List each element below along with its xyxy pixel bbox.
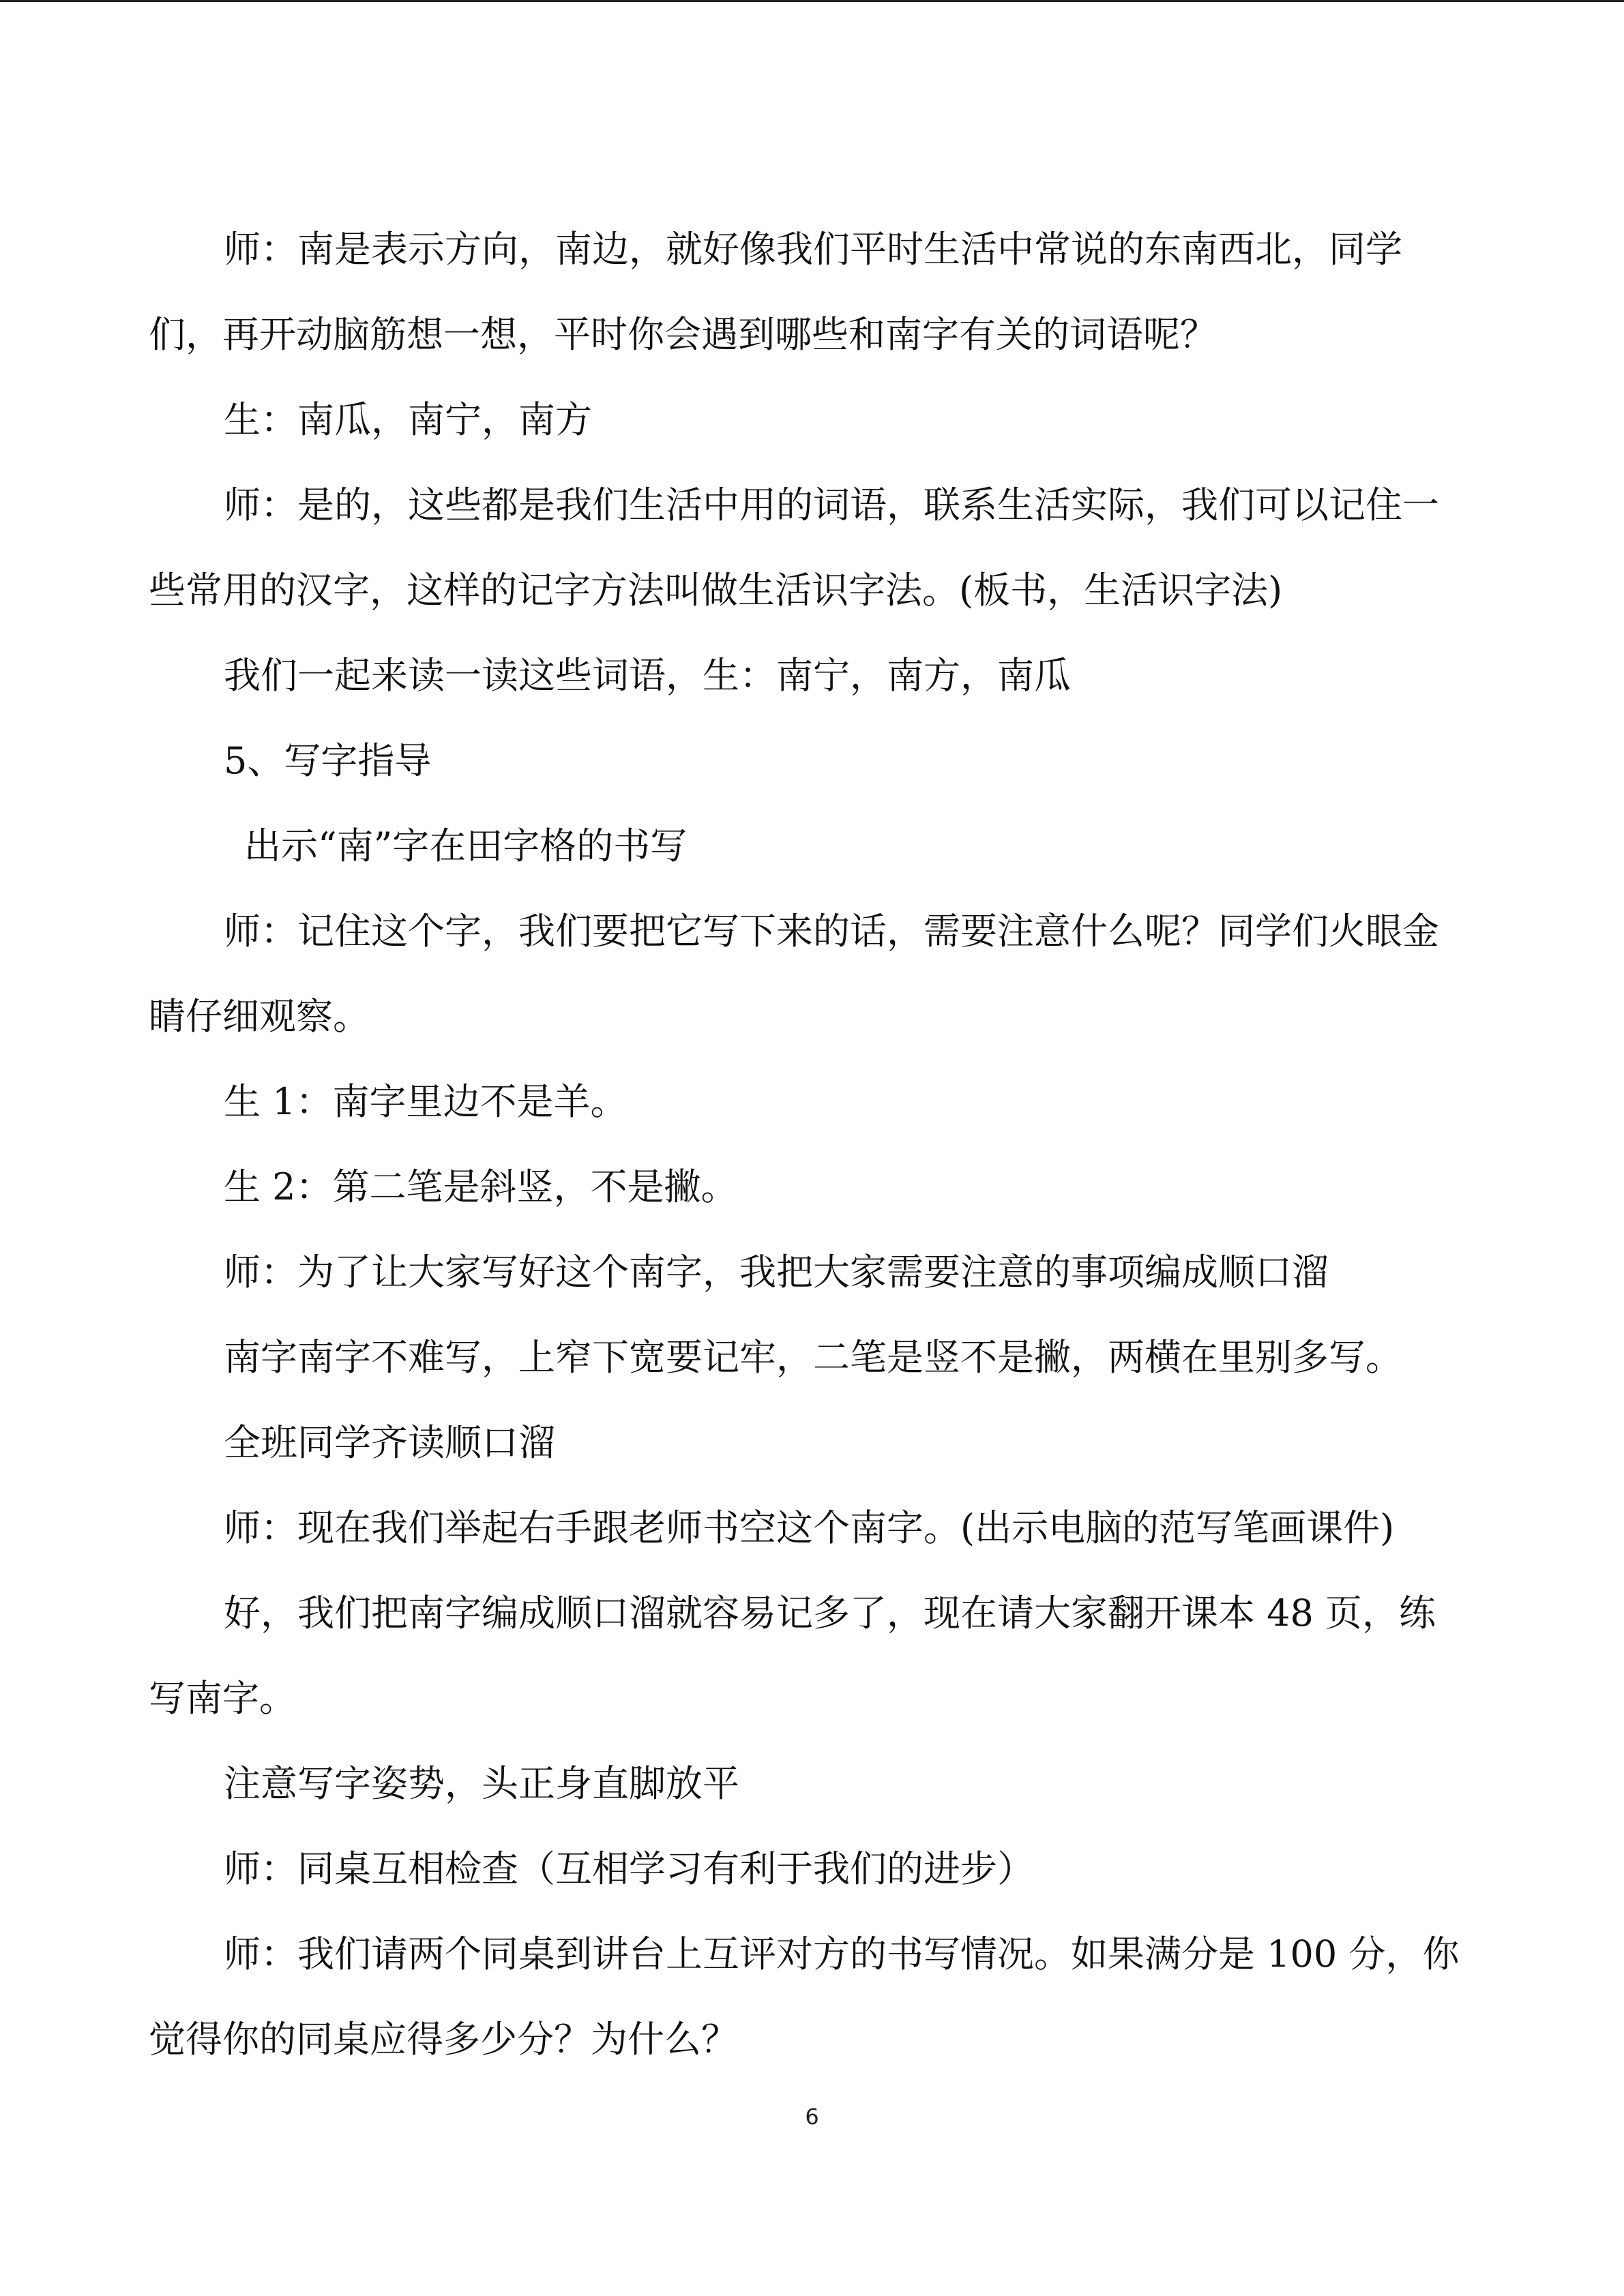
paragraph: 师：南是表示方向，南边，就好像我们平时生活中常说的东南西北，同学们，再开动脑筋想一想，平时你会遇到哪些和南字有关的词语呢？ xyxy=(149,228,1402,356)
paragraph: 全班同学齐读顺口溜 xyxy=(224,1421,555,1464)
paragraph: 生 2：第二笔是斜竖，不是撇。 xyxy=(224,1165,738,1208)
paragraph: 师：现在我们举起右手跟老师书空这个南字。(出示电脑的范写笔画课件) xyxy=(224,1506,1395,1549)
paragraph: 师：同桌互相检查（互相学习有利于我们的进步） xyxy=(224,1847,1034,1890)
paragraph: 出示“南”字在田字格的书写 xyxy=(244,824,688,867)
paragraph: 师：记住这个字，我们要把它写下来的话，需要注意什么呢？同学们火眼金睛仔细观察。 xyxy=(149,910,1439,1038)
paragraph: 生：南瓜，南宁，南方 xyxy=(224,398,592,441)
page-number: 6 xyxy=(805,2104,819,2130)
paragraph: 好，我们把南字编成顺口溜就容易记多了，现在请大家翻开课本 48 页，练写南字。 xyxy=(149,1592,1436,1720)
section-heading: 5、写字指导 xyxy=(224,739,432,782)
paragraph: 南字南字不难写，上窄下宽要记牢，二笔是竖不是撇，两横在里别多写。 xyxy=(224,1336,1402,1379)
paragraph: 我们一起来读一读这些词语，生：南宁，南方，南瓜 xyxy=(224,654,1071,697)
paragraph: 生 1：南字里边不是羊。 xyxy=(224,1080,628,1123)
paragraph: 注意写字姿势，头正身直脚放平 xyxy=(224,1762,739,1805)
paragraph: 师：是的，这些都是我们生活中用的词语，联系生活实际，我们可以记住一些常用的汉字，这样的记字方法叫做生活识字法。(板书，生活识字法) xyxy=(149,483,1439,612)
paragraph: 师：我们请两个同桌到讲台上互评对方的书写情况。如果满分是 100 分，你觉得你的同桌应得多少分？为什么？ xyxy=(149,1933,1460,2061)
document-body xyxy=(149,207,1472,2082)
paragraph: 师：为了让大家写好这个南字，我把大家需要注意的事项编成顺口溜 xyxy=(224,1251,1329,1294)
